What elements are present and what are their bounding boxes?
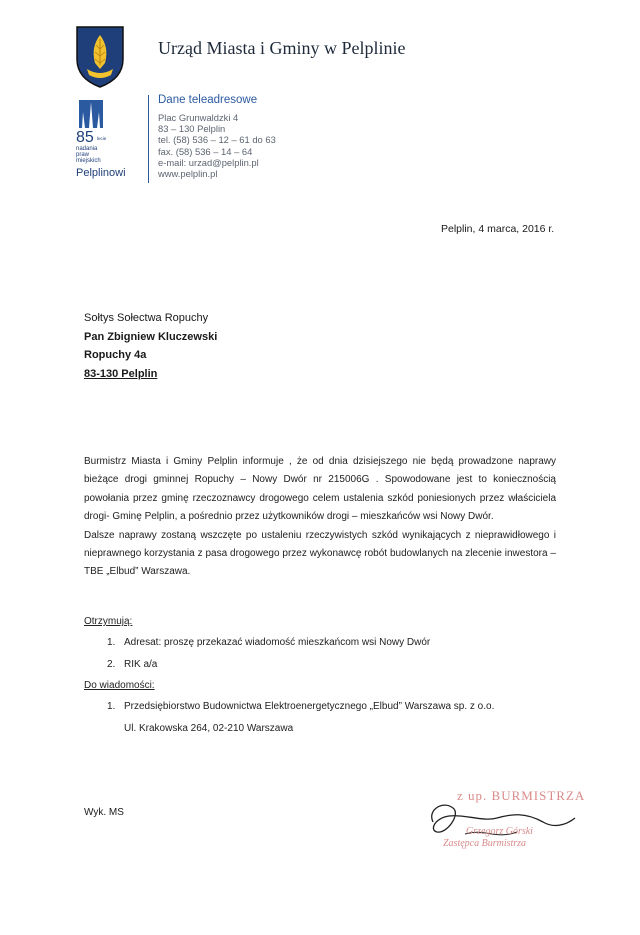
contact-block: [158, 112, 276, 179]
contact-website: www.pelplin.pl: [158, 168, 218, 180]
logo-line1: nadania: [76, 146, 98, 152]
recipients-heading: Otrzymują:: [84, 616, 133, 627]
stamp-title: z up. BURMISTRZA: [457, 788, 586, 803]
anniversary-85-logo: [73, 98, 145, 184]
recipient-block: [84, 309, 217, 383]
cc-item-1-address: Ul. Krakowska 264, 02-210 Warszawa: [124, 723, 294, 734]
logo-line2: praw: [76, 152, 90, 158]
letterhead-divider: [148, 95, 149, 183]
logo-small-text: lecie: [97, 136, 107, 141]
logo-number: 85: [76, 129, 94, 146]
letter-date: Pelplin, 4 marca, 2016 r.: [441, 223, 555, 235]
recipient-item-2: RIK a/a: [124, 659, 158, 670]
prepared-by: Wyk. MS: [84, 807, 124, 818]
recipient-item-1: Adresat: proszę przekazać wiadomość mieszkańcom wsi Nowy Dwór: [124, 637, 431, 648]
contact-address: Plac Grunwaldzki 4: [158, 112, 239, 123]
recipient-item-2-number: 2.: [107, 659, 116, 670]
contact-postcode: 83 – 130 Pelplin: [158, 123, 226, 135]
contact-email: e-mail: urzad@pelplin.pl: [158, 156, 259, 168]
logo-line4: Pelplinowi: [76, 167, 126, 179]
contact-title: Dane teleadresowe: [158, 94, 258, 106]
recipient-line2: Pan Zbigniew Kluczewski: [84, 330, 218, 343]
cc-heading: Do wiadomości:: [84, 680, 155, 691]
recipient-line1: Sołtys Sołectwa Ropuchy: [84, 312, 209, 324]
contact-fax: fax. (58) 536 – 14 – 64: [158, 145, 253, 157]
body-paragraph-2: Dalsze naprawy zostaną wszczęte po ustaleniu rzeczywistych szkód wynikających z nieprawidłowego i nieprawnego korzystania z pasa drogowego przez wykonawcę robót budowlanych na zlecenie inwestora – TBE „Elbud” Warszawa.: [84, 529, 556, 578]
recipient-item-1-number: 1.: [107, 637, 116, 648]
contact-phone: tel. (58) 536 – 12 – 61 do 63: [158, 134, 276, 146]
recipient-line4: 83-130 Pelplin: [84, 367, 158, 380]
logo-line3: miejskich: [76, 158, 101, 164]
stamp-role: Zastępca Burmistrza: [443, 838, 527, 849]
cc-item-1: Przedsiębiorstwo Budownictwa Elektroenergetycznego „Elbud” Warszawa sp. z o.o.: [124, 701, 495, 712]
cc-item-1-number: 1.: [107, 701, 116, 712]
stamp-name: Grzegorz Górski: [466, 826, 533, 837]
letter-body: [84, 453, 556, 582]
city-crest-icon: [75, 25, 125, 88]
recipient-line3: Ropuchy 4a: [84, 349, 147, 361]
body-paragraph-1: Burmistrz Miasta i Gminy Pelplin informuje , że od dnia dzisiejszego nie będą prowadzone naprawy bieżące drogi gminnej Ropuchy – Nowy Dwór nr 215006G . Spowodowane jest to koniecznością powołania przez gminę rzeczoznawcy drogowego celem ustalenia szkód poniesionych przez właściciela drogi- Gminę Pelplin, a pośrednio przez użytkowników drogi – mieszkańców wsi Nowy Dwór.: [84, 456, 556, 523]
office-name: Urząd Miasta i Gminy w Pelplinie: [158, 38, 406, 58]
